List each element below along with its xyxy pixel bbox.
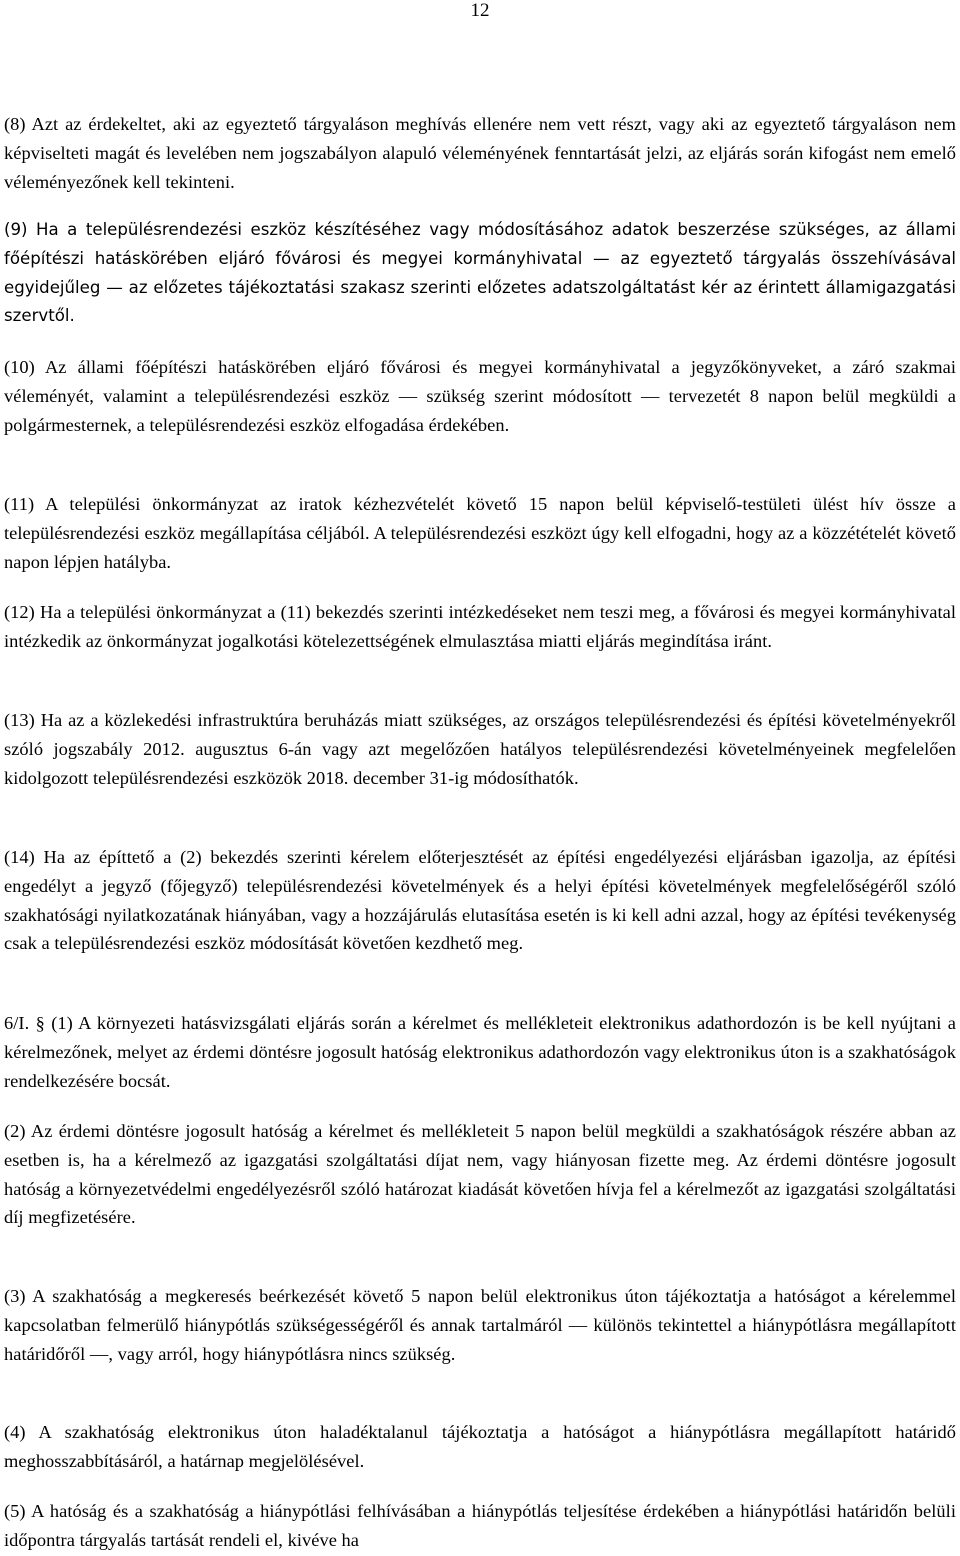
paragraph-11: (11) A települési önkormányzat az iratok kézhezvételét követő 15 napon belül képviselő-testületi ülést hív össze a településrendezési eszköz megállapítása céljából. A településrendezési eszközt úgy kell elfogadni, hogy az a közzétételét követő napon lépjen hatályba. [4,494,956,572]
page-number: 12 [470,0,490,21]
section-6i-paragraph-2: (2) Az érdemi döntésre jogosult hatóság a kérelmet és mellékleteit 5 napon belül megküldi a szakhatóságok részére abban az esetben is, ha a kérelmező az igazgatási szolgáltatási díjat nem, vagy hiányosan fizette meg. Az érdemi döntésre jogosult hatóság a környezetvédelmi engedélyezésről szóló határozat kiadását követően hívja fel a kérelmezőt az igazgatási szolgáltatási díj megfizetésére. [4,1121,956,1228]
paragraph-14: (14) Ha az építtető a (2) bekezdés szerinti kérelem előterjesztését az építési engedélyezési eljárásban igazolja, az építési engedélyt a jegyző (főjegyző) településrendezési követelmények és a helyi építési követelmények megfelelőségéről szóló szakhatósági nyilatkozatának hiányában, vagy a hozzájárulás elutasítása esetén is ki kell adni azzal, hogy az építési tevékenység csak a településrendezési eszköz módosítását követően kezdhető meg. [4,847,956,954]
section-6i-paragraph-5: (5) A hatóság és a szakhatóság a hiánypótlási felhívásában a hiánypótlás teljesítése érdekében a hiánypótlási határidőn belüli időpontra tárgyalás tartását rendeli el, kivéve ha [4,1501,956,1550]
paragraph-9: (9) Ha a településrendezési eszköz készítéséhez vagy módosításához adatok beszerzése szükséges, az állami főépítészi hatáskörében eljáró fővárosi és megyei kormányhivatal — az egyeztető tárgyalás összehívásával egyidejűleg — az előzetes tájékoztatási szakasz szerinti előzetes adatszolgáltatást kér az érintett államigazgatási szervtől. [4,220,956,326]
paragraph-13: (13) Ha az a közlekedési infrastruktúra beruházás miatt szükséges, az országos településrendezési és építési követelményekről szóló jogszabály 2012. augusztus 6-án vagy azt megelőzően hatályos településrendezési követelményeinek megfelelően kidolgozott településrendezési eszközök 2018. december 31-ig módosíthatók. [4,710,956,788]
section-6i-paragraph-4: (4) A szakhatóság elektronikus úton haladéktalanul tájékoztatja a hatóságot a hiánypótlásra megállapított határidő meghosszabbításáról, a határnap megjelölésével. [4,1422,956,1471]
paragraph-12: (12) Ha a települési önkormányzat a (11) bekezdés szerinti intézkedéseket nem teszi meg, a fővárosi és megyei kormányhivatal intézkedik az önkormányzat jogalkotási kötelezettségének elmulasztása miatti eljárás megindítása iránt. [4,602,956,651]
section-6i-paragraph-3: (3) A szakhatóság a megkeresés beérkezését követő 5 napon belül elektronikus úton tájékoztatja a hatóságot a kérelemmel kapcsolatban felmerülő hiánypótlás szükségességéről és annak tartalmáról — különös tekintettel a hiánypótlásra megállapított határidőről —, vagy arról, hogy hiánypótlásra nincs szükség. [4,1286,956,1364]
paragraph-8: (8) Azt az érdekeltet, aki az egyeztető tárgyaláson meghívás ellenére nem vett részt, vagy aki az egyeztető tárgyaláson nem képviselteti magát és levelében nem jogszabályon alapuló véleményének fenntartását jelzi, az eljárás során kifogást nem emelő véleményezőnek kell tekinteni. [4,114,956,192]
paragraph-10: (10) Az állami főépítészi hatáskörében eljáró fővárosi és megyei kormányhivatal a jegyzőkönyveket, a záró szakmai véleményét, valamint a településrendezési eszköz — szükség szerint módosított — tervezetét 8 napon belül megküldi a polgármesternek, a településrendezési eszköz elfogadása érdekében. [4,357,956,435]
section-6i-paragraph-1: 6/I. § (1) A környezeti hatásvizsgálati eljárás során a kérelmet és mellékleteit elektronikus adathordozón is be kell nyújtani a kérelmezőnek, melyet az érdemi döntésre jogosult hatóság elektronikus adathordozón vagy elektronikus úton is a szakhatóságok rendelkezésére bocsát. [4,1013,956,1091]
